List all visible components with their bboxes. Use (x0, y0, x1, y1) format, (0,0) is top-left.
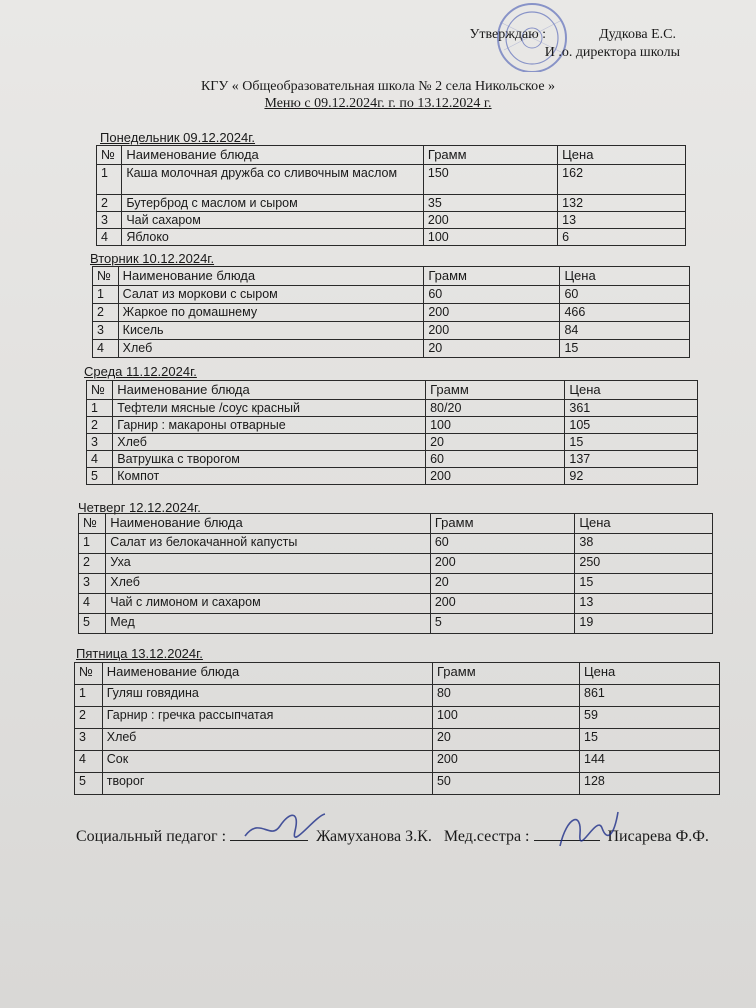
column-header: Цена (565, 381, 698, 400)
table-cell: Компот (113, 468, 426, 485)
column-header: № (75, 663, 103, 685)
table-row (75, 685, 720, 707)
table-row (97, 212, 686, 229)
table-cell: Сок (102, 751, 432, 773)
table-cell: 200 (430, 594, 575, 614)
table-row (87, 400, 698, 417)
table-row (79, 554, 713, 574)
table-cell: 1 (75, 685, 103, 707)
table-cell: 20 (424, 340, 560, 358)
table-cell: 80/20 (426, 400, 565, 417)
handwritten-signature (240, 806, 330, 846)
document-title (0, 78, 756, 112)
table-cell: 60 (430, 534, 575, 554)
table-cell: 4 (75, 751, 103, 773)
table-cell: Чай с лимоном и сахаром (106, 594, 431, 614)
column-header: Наименование блюда (106, 514, 431, 534)
table-cell: 132 (558, 195, 686, 212)
approver-name: Дудкова Е.С. (599, 27, 676, 42)
table-cell: 466 (560, 304, 690, 322)
table-cell: Тефтели мясные /соус красный (113, 400, 426, 417)
table-cell: 20 (432, 729, 579, 751)
table-cell: 80 (432, 685, 579, 707)
table-cell: 6 (558, 229, 686, 246)
table-cell: 2 (75, 707, 103, 729)
table-cell: 35 (423, 195, 557, 212)
approve-label: Утверждаю : (469, 27, 547, 42)
table-cell: 5 (79, 614, 106, 634)
day-label: Понедельник 09.12.2024г. (100, 130, 256, 145)
table-header-row (97, 146, 686, 165)
table-row (87, 451, 698, 468)
column-header: Цена (560, 267, 690, 286)
table-cell: Хлеб (113, 434, 426, 451)
table-cell: 144 (580, 751, 720, 773)
menu-table (86, 380, 698, 485)
table-cell: 128 (580, 773, 720, 795)
table-cell: 200 (423, 212, 557, 229)
table-header-row (87, 381, 698, 400)
table-cell: 150 (423, 165, 557, 195)
nurse-name: Писарева Ф.Ф. (607, 828, 709, 845)
table-cell: 3 (97, 212, 122, 229)
table-row (97, 195, 686, 212)
table-cell: 20 (426, 434, 565, 451)
table-cell: 4 (97, 229, 122, 246)
table-cell: 15 (565, 434, 698, 451)
table-cell: 84 (560, 322, 690, 340)
table-cell: Яблоко (122, 229, 424, 246)
table-row (79, 594, 713, 614)
table-cell: Хлеб (102, 729, 432, 751)
table-row (87, 468, 698, 485)
table-row (87, 434, 698, 451)
table-cell: 4 (93, 340, 119, 358)
column-header: Грамм (424, 267, 560, 286)
table-row (75, 729, 720, 751)
table-row (79, 614, 713, 634)
table-cell: Кисель (118, 322, 424, 340)
table-cell: Гарнир : макароны отварные (113, 417, 426, 434)
table-row (75, 751, 720, 773)
day-label: Четверг 12.12.2024г. (78, 500, 201, 515)
table-cell: 60 (424, 286, 560, 304)
approver-position: И .о. директора школы (544, 45, 680, 60)
table-cell: 60 (560, 286, 690, 304)
handwritten-signature (552, 806, 622, 854)
table-header-row (93, 267, 690, 286)
table-cell: 3 (79, 574, 106, 594)
column-header: № (97, 146, 122, 165)
table-cell: 200 (432, 751, 579, 773)
table-cell: 100 (426, 417, 565, 434)
table-cell: Салат из моркови с сыром (118, 286, 424, 304)
column-header: Наименование блюда (113, 381, 426, 400)
table-cell: 38 (575, 534, 713, 554)
table-cell: 59 (580, 707, 720, 729)
column-header: Грамм (426, 381, 565, 400)
table-cell: 162 (558, 165, 686, 195)
table-row (93, 322, 690, 340)
table-row (75, 707, 720, 729)
table-cell: 92 (565, 468, 698, 485)
table-cell: 5 (87, 468, 113, 485)
table-cell: 19 (575, 614, 713, 634)
menu-table (74, 662, 720, 795)
column-header: Грамм (432, 663, 579, 685)
table-cell: 15 (560, 340, 690, 358)
table-cell: Ватрушка с творогом (113, 451, 426, 468)
table-cell: 4 (87, 451, 113, 468)
table-row (93, 340, 690, 358)
table-cell: 13 (575, 594, 713, 614)
table-header-row (79, 514, 713, 534)
table-cell: 15 (580, 729, 720, 751)
table-cell: 250 (575, 554, 713, 574)
table-cell: 50 (432, 773, 579, 795)
day-label: Пятница 13.12.2024г. (76, 646, 203, 661)
table-row (93, 304, 690, 322)
table-cell: Бутерброд с маслом и сыром (122, 195, 424, 212)
table-cell: 3 (87, 434, 113, 451)
table-row (87, 417, 698, 434)
table-cell: 3 (93, 322, 119, 340)
table-row (79, 534, 713, 554)
table-cell: 4 (79, 594, 106, 614)
menu-table (96, 145, 686, 246)
table-cell: 3 (75, 729, 103, 751)
menu-period: Меню с 09.12.2024г. г. по 13.12.2024 г. (264, 96, 492, 111)
table-cell: 60 (426, 451, 565, 468)
table-row (79, 574, 713, 594)
table-cell: Уха (106, 554, 431, 574)
table-cell: Мед (106, 614, 431, 634)
column-header: Цена (558, 146, 686, 165)
column-header: Наименование блюда (102, 663, 432, 685)
school-name: КГУ « Общеобразовательная школа № 2 села Никольское » (200, 79, 556, 94)
table-cell: 5 (430, 614, 575, 634)
table-cell: 200 (424, 322, 560, 340)
table-cell: 1 (79, 534, 106, 554)
column-header: № (87, 381, 113, 400)
column-header: Наименование блюда (122, 146, 424, 165)
menu-table (92, 266, 690, 358)
column-header: Цена (580, 663, 720, 685)
table-cell: 2 (97, 195, 122, 212)
social-pedagogue-name: Жамуханова З.К. (316, 828, 432, 845)
menu-table (78, 513, 713, 634)
day-label: Вторник 10.12.2024г. (90, 251, 215, 266)
table-cell: 15 (575, 574, 713, 594)
column-header: Грамм (430, 514, 575, 534)
table-cell: 1 (87, 400, 113, 417)
table-cell: Хлеб (118, 340, 424, 358)
table-cell: Чай сахаром (122, 212, 424, 229)
table-cell: 200 (430, 554, 575, 574)
table-cell: Салат из белокачанной капусты (106, 534, 431, 554)
table-cell: 1 (97, 165, 122, 195)
table-cell: творог (102, 773, 432, 795)
table-row (97, 165, 686, 195)
column-header: Грамм (423, 146, 557, 165)
table-cell: Каша молочная дружба со сливочным маслом (122, 165, 424, 195)
column-header: № (93, 267, 119, 286)
table-row (97, 229, 686, 246)
nurse-label: Мед.сестра : (443, 828, 530, 845)
table-cell: 2 (93, 304, 119, 322)
table-cell: Гарнир : гречка рассыпчатая (102, 707, 432, 729)
table-cell: 20 (430, 574, 575, 594)
table-cell: Хлеб (106, 574, 431, 594)
column-header: Цена (575, 514, 713, 534)
table-row (75, 773, 720, 795)
table-cell: 200 (424, 304, 560, 322)
table-cell: Жаркое по домашнему (118, 304, 424, 322)
table-cell: 2 (79, 554, 106, 574)
table-cell: 5 (75, 773, 103, 795)
table-cell: 2 (87, 417, 113, 434)
column-header: № (79, 514, 106, 534)
table-row (93, 286, 690, 304)
table-cell: 100 (423, 229, 557, 246)
table-cell: 13 (558, 212, 686, 229)
table-cell: 361 (565, 400, 698, 417)
table-cell: 105 (565, 417, 698, 434)
table-cell: 200 (426, 468, 565, 485)
table-cell: 861 (580, 685, 720, 707)
table-cell: 137 (565, 451, 698, 468)
approval-block (469, 26, 680, 62)
day-label: Среда 11.12.2024г. (84, 364, 197, 379)
table-cell: Гуляш говядина (102, 685, 432, 707)
column-header: Наименование блюда (118, 267, 424, 286)
table-header-row (75, 663, 720, 685)
table-cell: 1 (93, 286, 119, 304)
table-cell: 100 (432, 707, 579, 729)
social-pedagogue-label: Социальный педагог : (76, 828, 227, 845)
